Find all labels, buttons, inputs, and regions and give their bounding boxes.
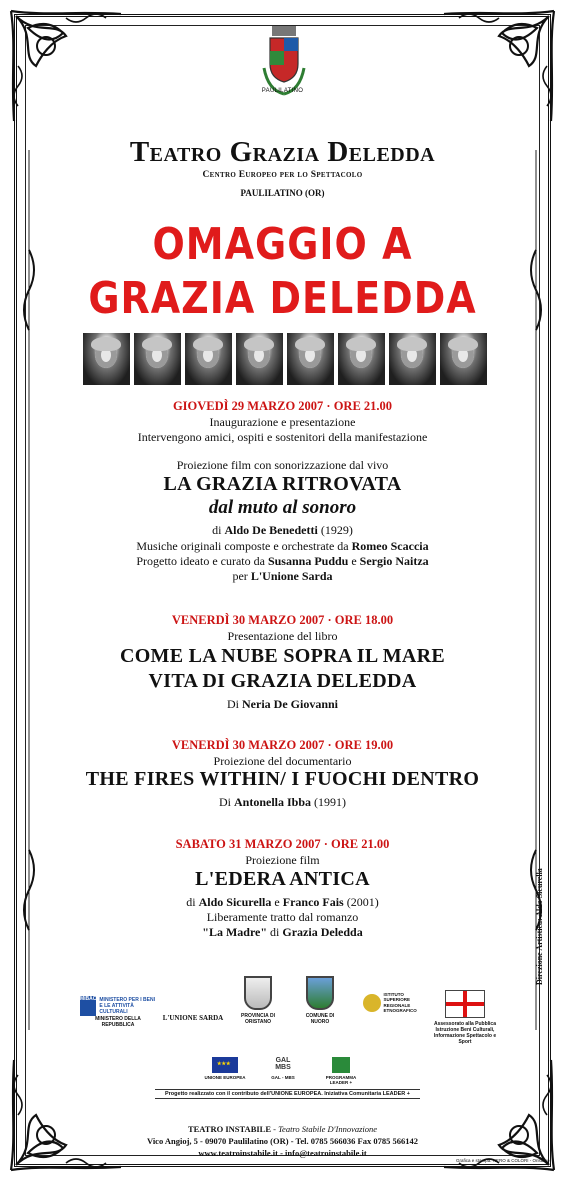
- gal-mark-icon: GAL MBS: [275, 1057, 291, 1071]
- side-credit: Direzione Artistica: Aldo Sicurella: [535, 868, 544, 985]
- portrait-photo: [440, 333, 487, 385]
- sardinia-flag-icon: [445, 990, 485, 1018]
- event-1-date: GIOVEDÌ 29 MARZO 2007 · ORE 21.00: [172, 399, 393, 413]
- provincia-logo: PROVINCIA DI ORISTANO: [240, 976, 276, 1025]
- eu-flag-icon: [212, 1057, 238, 1073]
- sponsor-logos: [70, 976, 500, 1045]
- event-2-credit: Di Neria De Giovanni: [227, 697, 338, 711]
- mibac-logo: MiBAC MINISTERO PER I BENI E LE ATTIVITÀ CULTURALI MINISTERO DELLA REPUBBLICA: [80, 996, 155, 1028]
- footer-org: TEATRO INSTABILE - Teatro Stabile D'Innovazione: [187, 1124, 378, 1134]
- event-3-intro: Proiezione del documentario: [213, 754, 352, 768]
- portrait-photo: [389, 333, 436, 385]
- gal-logo: GAL MBS GAL - MBS: [258, 1057, 308, 1080]
- istituto-logo: ISTITUTO SUPERIORE REGIONALE ETNOGRAFICO: [360, 992, 434, 1014]
- ornament-corner-top-left: [6, 6, 126, 126]
- sardegna-logo: Assessorato alla Pubblica Istruzione Beni Culturali, Informazione Spettacolo e Sport: [430, 990, 500, 1045]
- crest-label: PAULILATINO: [261, 88, 304, 94]
- footer-web[interactable]: www.teatroinstabile.it - info@teatroinstabile.it: [198, 1148, 367, 1158]
- event-1-title: LA GRAZIA RITROVATA: [163, 473, 402, 495]
- ornament-corner-top-right: [439, 6, 559, 126]
- eu-logo: ★★★ UNIONE EUROPEA: [200, 1057, 250, 1080]
- theatre-location: PAULILATINO (OR): [240, 188, 325, 198]
- event-2-date: VENERDÌ 30 MARZO 2007 · ORE 18.00: [171, 613, 394, 627]
- event-1-music: Musiche originali composte e orchestrate da Romeo Scaccia: [136, 539, 429, 553]
- footer-address: Vico Angioj, 5 - 09070 Paulilatino (OR) - Tel. 0785 566036 Fax 0785 566142: [147, 1136, 418, 1146]
- event-4-title: L'EDERA ANTICA: [195, 868, 370, 890]
- event-1-per: per L'Unione Sarda: [232, 569, 333, 583]
- theatre-title: Teatro Grazia Deledda: [129, 136, 436, 168]
- ministry-caption: MINISTERO DELLA REPUBBLICA: [95, 1016, 141, 1028]
- printer-credit: Grafica e stampa: NERO & COLORI - Oristano: [456, 1158, 550, 1163]
- portrait-photo: [185, 333, 232, 385]
- funding-note: Progetto realizzato con il contributo dell'UNIONE EUROPEA. Iniziativa Comunitaria LEADER +: [155, 1089, 420, 1099]
- event-4-novel: "La Madre" di Grazia Deledda: [202, 925, 363, 939]
- portrait-photo: [287, 333, 334, 385]
- istituto-sun-icon: [363, 994, 381, 1012]
- mibac-mark-icon: MiBAC: [80, 996, 96, 1016]
- event-2-intro: Presentazione del libro: [227, 629, 338, 643]
- event-4-date: SABATO 31 MARZO 2007 · ORE 21.00: [175, 837, 390, 851]
- comune-logo: COMUNE DI NUORO: [300, 976, 340, 1025]
- event-1-credit: di Aldo De Benedetti (1929): [212, 523, 353, 537]
- event-3-date: VENERDÌ 30 MARZO 2007 · ORE 19.00: [171, 738, 394, 752]
- provincia-shield-icon: [244, 976, 272, 1010]
- portrait-photo: [83, 333, 130, 385]
- event-1-project: Progetto ideato e curato da Susanna Puddu e Sergio Naitza: [136, 554, 429, 568]
- event-1-line-2: Intervengono amici, ospiti e sostenitori della manifestazione: [137, 430, 428, 444]
- eu-logos: [200, 1057, 370, 1091]
- event-2-title-2: VITA DI GRAZIA DELEDDA: [148, 670, 417, 692]
- leader-logo: PROGRAMMA LEADER +: [316, 1057, 366, 1085]
- event-1-intro: Proiezione film con sonorizzazione dal vivo: [176, 458, 389, 472]
- event-1-subtitle: dal muto al sonoro: [208, 497, 357, 518]
- hero-title-line-2: GRAZIA DELEDDA: [88, 272, 477, 324]
- portrait-photo: [236, 333, 283, 385]
- leader-mark-icon: [332, 1057, 350, 1073]
- comune-shield-icon: [306, 976, 334, 1010]
- event-4-line: Liberamente tratto dal romanzo: [206, 910, 359, 924]
- portrait-photo: [134, 333, 181, 385]
- event-3-credit: Di Antonella Ibba (1991): [218, 795, 347, 809]
- portrait-strip: [83, 333, 487, 385]
- unione-sarda-logo: L'UNIONE SARDA: [162, 1014, 224, 1022]
- event-3-title: THE FIRES WITHIN/ I FUOCHI DENTRO: [85, 768, 480, 790]
- portrait-photo: [338, 333, 385, 385]
- event-2-title-1: COME LA NUBE SOPRA IL MARE: [119, 645, 446, 667]
- event-1-line-1: Inaugurazione e presentazione: [209, 415, 356, 429]
- hero-title-line-1: OMAGGIO A: [152, 218, 413, 270]
- paulilatino-crest-icon: [258, 24, 310, 108]
- event-4-intro: Proiezione film: [245, 853, 320, 867]
- event-4-credit: di Aldo Sicurella e Franco Fais (2001): [186, 895, 379, 909]
- theatre-subtitle: Centro Europeo per lo Spettacolo: [202, 170, 363, 180]
